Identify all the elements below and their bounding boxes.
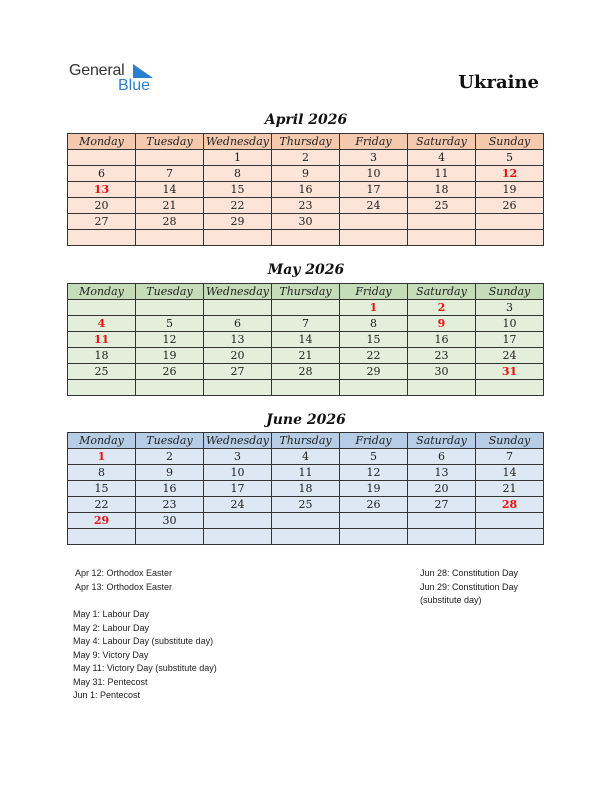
day-cell: 2 — [408, 300, 476, 316]
day-cell: 15 — [204, 182, 272, 198]
day-cell: 1 — [68, 449, 136, 465]
weekday-header: Wednesday — [204, 284, 272, 300]
holiday-note: May 4: Labour Day (substitute day) — [73, 636, 214, 646]
empty-cell — [272, 529, 340, 545]
day-cell: 29 — [204, 214, 272, 230]
empty-cell — [272, 380, 340, 396]
day-cell: 7 — [272, 316, 340, 332]
day-cell: 5 — [476, 150, 544, 166]
week-row — [68, 214, 544, 230]
week-row — [68, 348, 544, 364]
weekday-header-row — [68, 433, 544, 449]
day-cell: 28 — [272, 364, 340, 380]
holiday-note: Apr 12: Orthodox Easter — [75, 568, 173, 578]
week-row — [68, 481, 544, 497]
day-cell: 25 — [408, 198, 476, 214]
empty-cell — [408, 214, 476, 230]
holiday-note: May 11: Victory Day (substitute day) — [73, 663, 217, 673]
day-cell: 8 — [204, 166, 272, 182]
empty-cell — [408, 380, 476, 396]
weekday-header: Tuesday — [136, 134, 204, 150]
weekday-header: Tuesday — [136, 284, 204, 300]
empty-cell — [136, 230, 204, 246]
day-cell: 14 — [136, 182, 204, 198]
day-cell: 3 — [476, 300, 544, 316]
empty-cell — [136, 529, 204, 545]
empty-cell — [408, 230, 476, 246]
day-cell: 16 — [136, 481, 204, 497]
day-cell: 21 — [476, 481, 544, 497]
day-cell: 29 — [340, 364, 408, 380]
day-cell: 12 — [340, 465, 408, 481]
empty-cell — [476, 230, 544, 246]
holiday-note: Jun 28: Constitution Day — [420, 568, 519, 578]
day-cell: 14 — [476, 465, 544, 481]
calendar-april — [67, 133, 544, 246]
day-cell: 7 — [476, 449, 544, 465]
day-cell: 8 — [340, 316, 408, 332]
day-cell: 10 — [340, 166, 408, 182]
day-cell: 9 — [272, 166, 340, 182]
holiday-list-june — [420, 567, 518, 608]
day-cell: 30 — [408, 364, 476, 380]
day-cell: 9 — [408, 316, 476, 332]
week-row — [68, 465, 544, 481]
week-row — [68, 380, 544, 396]
empty-cell — [136, 300, 204, 316]
month-title-june: June 2026 — [266, 412, 346, 428]
day-cell: 23 — [272, 198, 340, 214]
day-cell: 22 — [340, 348, 408, 364]
day-cell: 10 — [476, 316, 544, 332]
empty-cell — [340, 513, 408, 529]
day-cell: 19 — [340, 481, 408, 497]
day-cell: 1 — [340, 300, 408, 316]
day-cell: 5 — [340, 449, 408, 465]
day-cell: 24 — [340, 198, 408, 214]
day-cell: 15 — [340, 332, 408, 348]
month-title-april: April 2026 — [264, 112, 348, 128]
day-cell: 28 — [476, 497, 544, 513]
day-cell: 27 — [68, 214, 136, 230]
day-cell: 24 — [476, 348, 544, 364]
day-cell: 6 — [204, 316, 272, 332]
day-cell: 27 — [204, 364, 272, 380]
empty-cell — [476, 214, 544, 230]
day-cell: 13 — [408, 465, 476, 481]
holiday-note: Jun 1: Pentecost — [73, 690, 141, 700]
day-cell: 26 — [476, 198, 544, 214]
day-cell: 18 — [68, 348, 136, 364]
empty-cell — [476, 529, 544, 545]
empty-cell — [68, 150, 136, 166]
empty-cell — [340, 380, 408, 396]
day-cell: 29 — [68, 513, 136, 529]
weekday-header: Monday — [68, 284, 136, 300]
holiday-list-april — [75, 567, 172, 594]
holiday-note: (substitute day) — [420, 595, 482, 605]
day-cell: 25 — [68, 364, 136, 380]
day-cell: 30 — [136, 513, 204, 529]
empty-cell — [68, 300, 136, 316]
holiday-note: May 31: Pentecost — [73, 676, 148, 687]
day-cell: 11 — [272, 465, 340, 481]
logo-word-general: General — [69, 62, 125, 79]
holiday-note: Apr 13: Orthodox Easter — [75, 581, 173, 592]
weekday-header: Saturday — [408, 433, 476, 449]
empty-cell — [68, 230, 136, 246]
holiday-note: Jun 29: Constitution Day — [420, 581, 519, 592]
day-cell: 4 — [408, 150, 476, 166]
weekday-header: Saturday — [408, 134, 476, 150]
weekday-header: Monday — [68, 134, 136, 150]
day-cell: 18 — [408, 182, 476, 198]
day-cell: 17 — [204, 481, 272, 497]
empty-cell — [68, 380, 136, 396]
day-cell: 11 — [408, 166, 476, 182]
day-cell: 17 — [476, 332, 544, 348]
empty-cell — [68, 529, 136, 545]
week-row — [68, 182, 544, 198]
holiday-list-may — [73, 608, 217, 703]
day-cell: 2 — [272, 150, 340, 166]
empty-cell — [136, 380, 204, 396]
week-row — [68, 449, 544, 465]
week-row — [68, 364, 544, 380]
day-cell: 20 — [408, 481, 476, 497]
week-row — [68, 166, 544, 182]
empty-cell — [408, 529, 476, 545]
empty-cell — [204, 380, 272, 396]
empty-cell — [136, 150, 204, 166]
day-cell: 21 — [272, 348, 340, 364]
day-cell: 4 — [68, 316, 136, 332]
day-cell: 19 — [476, 182, 544, 198]
day-cell: 23 — [136, 497, 204, 513]
holiday-note: May 1: Labour Day — [73, 609, 150, 619]
weekday-header: Friday — [340, 433, 408, 449]
day-cell: 26 — [340, 497, 408, 513]
day-cell: 20 — [204, 348, 272, 364]
day-cell: 22 — [204, 198, 272, 214]
day-cell: 16 — [408, 332, 476, 348]
weekday-header-row — [68, 134, 544, 150]
weekday-header: Thursday — [272, 284, 340, 300]
day-cell: 7 — [136, 166, 204, 182]
day-cell: 27 — [408, 497, 476, 513]
day-cell: 1 — [204, 150, 272, 166]
day-cell: 23 — [408, 348, 476, 364]
empty-cell — [272, 300, 340, 316]
day-cell: 30 — [272, 214, 340, 230]
day-cell: 13 — [68, 182, 136, 198]
weekday-header: Monday — [68, 433, 136, 449]
country-title: Ukraine — [458, 72, 539, 93]
day-cell: 18 — [272, 481, 340, 497]
weekday-header: Friday — [340, 134, 408, 150]
day-cell: 14 — [272, 332, 340, 348]
weekday-header: Sunday — [476, 433, 544, 449]
weekday-header-row — [68, 284, 544, 300]
day-cell: 16 — [272, 182, 340, 198]
week-row — [68, 497, 544, 513]
empty-cell — [204, 230, 272, 246]
empty-cell — [476, 513, 544, 529]
weekday-header: Thursday — [272, 134, 340, 150]
day-cell: 5 — [136, 316, 204, 332]
day-cell: 15 — [68, 481, 136, 497]
week-row — [68, 230, 544, 246]
month-title-may: May 2026 — [267, 262, 345, 278]
weekday-header: Sunday — [476, 284, 544, 300]
day-cell: 31 — [476, 364, 544, 380]
day-cell: 21 — [136, 198, 204, 214]
week-row — [68, 316, 544, 332]
weekday-header: Wednesday — [204, 433, 272, 449]
week-row — [68, 529, 544, 545]
empty-cell — [340, 529, 408, 545]
week-row — [68, 332, 544, 348]
day-cell: 3 — [204, 449, 272, 465]
day-cell: 2 — [136, 449, 204, 465]
day-cell: 28 — [136, 214, 204, 230]
day-cell: 22 — [68, 497, 136, 513]
day-cell: 26 — [136, 364, 204, 380]
empty-cell — [340, 214, 408, 230]
weekday-header: Wednesday — [204, 134, 272, 150]
weekday-header: Friday — [340, 284, 408, 300]
day-cell: 12 — [476, 166, 544, 182]
day-cell: 12 — [136, 332, 204, 348]
week-row — [68, 513, 544, 529]
weekday-header: Saturday — [408, 284, 476, 300]
general-blue-logo — [69, 62, 159, 96]
holiday-note: May 9: Victory Day — [73, 649, 149, 660]
empty-cell — [408, 513, 476, 529]
day-cell: 11 — [68, 332, 136, 348]
day-cell: 6 — [68, 166, 136, 182]
day-cell: 13 — [204, 332, 272, 348]
calendar-june — [67, 432, 544, 545]
weekday-header: Thursday — [272, 433, 340, 449]
day-cell: 20 — [68, 198, 136, 214]
day-cell: 24 — [204, 497, 272, 513]
calendar-may — [67, 283, 544, 396]
empty-cell — [204, 529, 272, 545]
week-row — [68, 150, 544, 166]
day-cell: 4 — [272, 449, 340, 465]
day-cell: 17 — [340, 182, 408, 198]
logo-word-blue: Blue — [118, 77, 151, 94]
empty-cell — [272, 513, 340, 529]
day-cell: 3 — [340, 150, 408, 166]
empty-cell — [272, 230, 340, 246]
day-cell: 9 — [136, 465, 204, 481]
weekday-header: Sunday — [476, 134, 544, 150]
weekday-header: Tuesday — [136, 433, 204, 449]
day-cell: 10 — [204, 465, 272, 481]
day-cell: 8 — [68, 465, 136, 481]
day-cell: 6 — [408, 449, 476, 465]
week-row — [68, 300, 544, 316]
empty-cell — [204, 513, 272, 529]
holiday-note: May 2: Labour Day — [73, 622, 150, 633]
empty-cell — [204, 300, 272, 316]
week-row — [68, 198, 544, 214]
empty-cell — [340, 230, 408, 246]
empty-cell — [476, 380, 544, 396]
day-cell: 19 — [136, 348, 204, 364]
day-cell: 25 — [272, 497, 340, 513]
